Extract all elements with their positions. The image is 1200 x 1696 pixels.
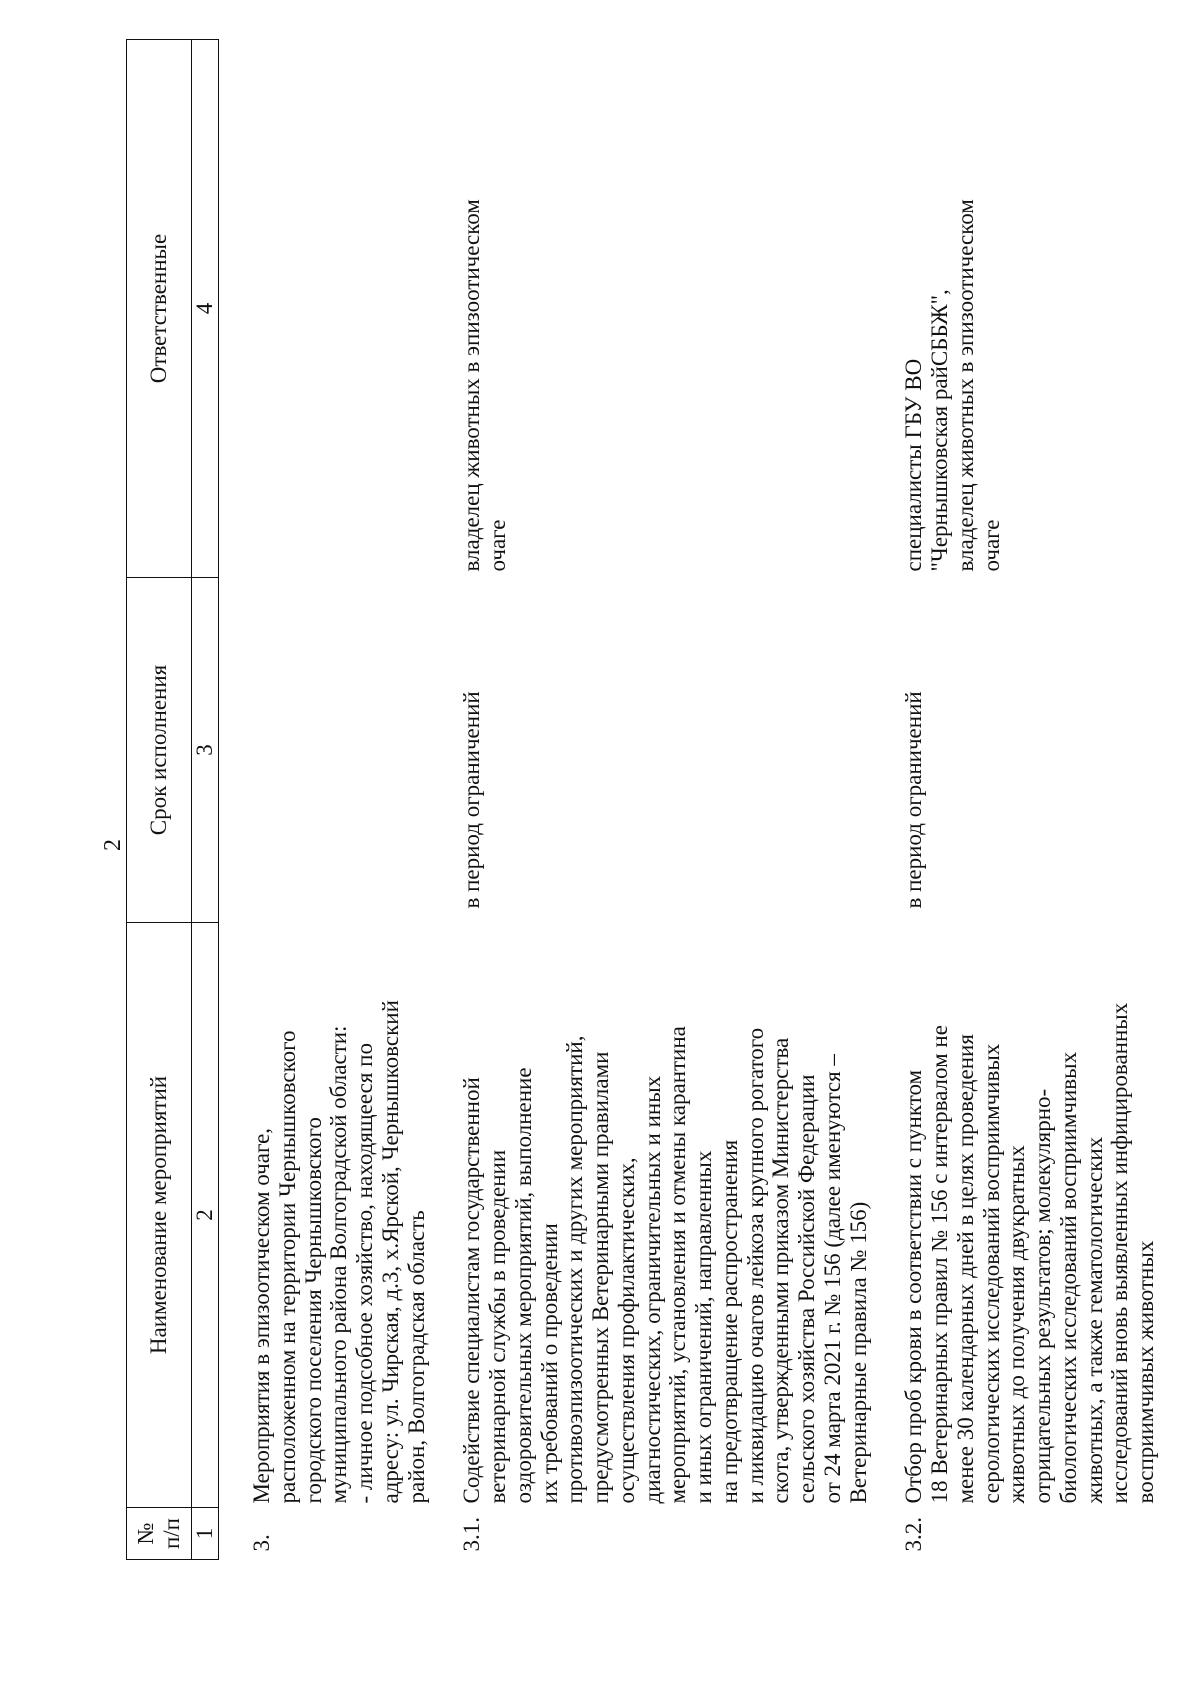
cell-text-line: Содействие специалистам государственной — [459, 1077, 485, 1504]
column-number: 2 — [192, 923, 219, 1508]
cell-text-line: отрицательных результатов; молекулярно- — [1030, 1088, 1055, 1504]
cell-text-line: оздоровительных мероприятий, выполнение — [510, 1067, 536, 1504]
cell-text-line: сельского хозяйства Российской Федерации — [794, 1074, 819, 1504]
cell-text-line: исследований вновь выявленных инфицированных — [1107, 1002, 1133, 1504]
cell-text-line: их требований о проведении — [536, 1223, 562, 1504]
cell-text-line: и иных ограничений, направленных — [691, 1150, 716, 1504]
cell-text-line: 18 Ветеринарных правил № 156 с интервалом не — [927, 1025, 952, 1504]
cell-text-line: мероприятий, установления и отмены карантина — [665, 1026, 691, 1504]
cell-text-line: диагностических, ограничительных и иных — [639, 1075, 665, 1504]
cell-text-line: очаге — [485, 519, 510, 572]
measure-cell — [429, 923, 871, 1508]
column-number-row — [192, 40, 219, 1560]
cell-text-line: осуществления профилактических, — [613, 1157, 639, 1504]
header-responsible: Ответственные — [127, 40, 192, 578]
cell-text-line: животных, а также гематологических — [1081, 1136, 1107, 1504]
measure-cell — [219, 923, 430, 1508]
cell-text-line: городского поселения Чернышковского — [300, 1117, 326, 1504]
cell-text-line: адресу: ул. Чирская, д.3, х.Ярской, Чернышковский — [377, 1000, 403, 1504]
cell-text-line: менее 30 календарных дней в целях проведения — [952, 1034, 978, 1504]
cell-text-line: на предотвращение распространения — [716, 1139, 742, 1504]
row-number-cell: 3. — [249, 1534, 274, 1552]
cell-text-line: Отбор проб крови в соответствии с пунктом — [901, 1069, 927, 1504]
responsible-cell — [429, 40, 871, 578]
column-number: 3 — [192, 578, 219, 923]
cell-text-line: Ветеринарные правила № 156) — [845, 1201, 871, 1504]
deadline-cell — [429, 578, 871, 923]
cell-text-line: Мероприятия в эпизоотическом очаге, — [249, 1127, 274, 1504]
header-row — [127, 40, 192, 1560]
page-number: 2 — [100, 839, 126, 851]
deadline-cell — [219, 578, 430, 923]
cell-text-line: и ликвидацию очагов лейкоза крупного рогатого — [742, 1027, 768, 1504]
cell-text-line: "Чернышковская райСББЖ", — [927, 289, 952, 572]
column-number: 4 — [192, 40, 219, 578]
row-number-cell: 3.1. — [459, 1517, 485, 1552]
deadline-cell — [871, 578, 1159, 923]
measure-cell — [871, 923, 1159, 1508]
cell-text-line: биологических исследований восприимчивых — [1055, 1051, 1081, 1504]
measures-table — [126, 39, 1159, 1560]
header-measures: Наименование мероприятий — [127, 923, 192, 1508]
cell-text-line: ветеринарной службы в проведении — [485, 1149, 510, 1504]
table-row — [219, 40, 430, 1560]
cell-text-line: муниципального района Волгоградской области: — [326, 1025, 352, 1504]
table-row — [871, 40, 1159, 1560]
row-number-cell: 3.2. — [901, 1517, 927, 1552]
header-number: № п/п — [127, 1508, 192, 1560]
cell-text-line: от 24 марта 2021 г. № 156 (далее именуются – — [819, 1054, 845, 1504]
cell-text-line: предусмотренных Ветеринарными правилами — [588, 1051, 613, 1504]
cell-text-line: противоэпизоотических и других мероприятий, — [562, 1035, 588, 1504]
cell-text-line: владелец животных в эпизоотическом — [952, 199, 978, 572]
cell-text-line: очаге — [978, 519, 1004, 572]
cell-text-line: серологических исследований восприимчивых — [978, 1043, 1004, 1504]
cell-text-line: восприимчивых животных — [1133, 1240, 1158, 1504]
header-deadline: Срок исполнения — [127, 578, 192, 923]
cell-text-line: - личное подсобное хозяйство, находящееся по — [352, 1043, 377, 1504]
cell-text-line: владелец животных в эпизоотическом — [459, 199, 485, 572]
rotated-sheet — [100, 40, 1158, 1560]
column-number: 1 — [192, 1508, 219, 1560]
cell-text-line: район, Волгоградская область — [403, 1210, 429, 1504]
cell-text-line: скота, утвержденными приказом Министерства — [768, 1037, 794, 1504]
cell-text-line: расположенном на территории Чернышковского — [274, 1030, 300, 1504]
responsible-cell — [871, 40, 1159, 578]
table-row — [429, 40, 871, 1560]
cell-text-line: специалисты ГБУ ВО — [901, 358, 927, 572]
cell-text-line: животных до получения двукратных — [1004, 1145, 1030, 1504]
responsible-cell — [219, 40, 430, 578]
table-body — [219, 40, 1159, 1560]
cell-text-line: в период ограничений — [459, 691, 485, 909]
cell-text-line: в период ограничений — [901, 691, 927, 909]
